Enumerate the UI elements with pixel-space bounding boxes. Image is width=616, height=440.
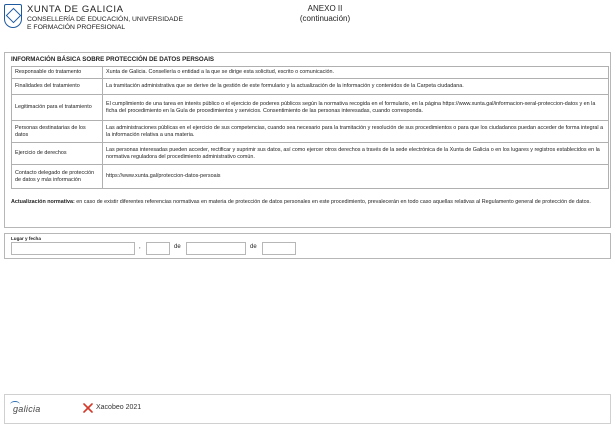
month-input[interactable] [186, 242, 246, 255]
table-row [12, 121, 609, 143]
document-header [0, 0, 616, 40]
row-text[interactable] [103, 165, 609, 189]
day-input[interactable] [146, 242, 170, 255]
table-row [12, 95, 609, 121]
regulatory-update-label: Actualización normativa: [11, 199, 75, 205]
xacobeo-logo: Xacobeo 2021 [96, 404, 142, 411]
row-label: Ejercicio de derechos [12, 143, 103, 165]
table-row [12, 165, 609, 189]
xunta-crest-icon [4, 4, 22, 28]
year-input[interactable] [262, 242, 296, 255]
place-date-label: Lugar y fecha [11, 236, 41, 241]
row-label: Contacto delegado de protección de datos y más información [12, 165, 103, 189]
data-protection-section [4, 52, 611, 228]
comma-separator: , [139, 244, 141, 250]
annex-subtitle: (continuación) [299, 14, 351, 23]
department-line-2: E FORMACIÓN PROFESIONAL [27, 23, 126, 31]
galicia-logo: galicia [13, 404, 41, 414]
table-row [12, 143, 609, 165]
data-protection-table [11, 66, 609, 189]
row-text: El cumplimiento de una tarea en interés público o el ejercicio de poderes públicos según la normativa recogida en el formulario, en la página https://www.xunta.gal/informacion-xeral-proteccion-datos y en la ficha del procedimiento en la Guía de procedimientos y servicios. Consentimiento de las personas interesadas, cuando corresponda. [103, 95, 609, 121]
annex-heading [265, 4, 385, 24]
de-separator-1: de [174, 244, 181, 250]
row-text: Xunta de Galicia. Consellería o entidad a la que se dirige esta solicitud, escrito o comunicación. [103, 67, 609, 79]
de-separator-2: de [250, 244, 257, 250]
regulatory-update-note [11, 199, 609, 206]
xacobeo-icon [83, 403, 93, 413]
table-row [12, 79, 609, 95]
department-line-1: CONSELLERÍA DE EDUCACIÓN, UNIVERSIDADE [27, 16, 183, 23]
row-label: Legitimación para el tratamiento [12, 95, 103, 121]
table-row [12, 67, 609, 79]
row-text: La tramitación administrativa que se derive de la gestión de este formulario y la actualización de la información y contenidos de la Carpeta ciudadana. [103, 79, 609, 95]
department-name [27, 16, 183, 31]
row-label: Personas destinatarias de los datos [12, 121, 103, 143]
brand-name: XUNTA DE GALICIA [27, 4, 124, 15]
row-text: Las personas interesadas pueden acceder, rectificar y suprimir sus datos, así como ejercer otros derechos a través de la sede electrónica de la Xunta de Galicia o en los lugares y registros establecidos en la normativa reguladora del procedimiento administrativo común. [103, 143, 609, 165]
annex-title: ANEXO II [307, 4, 343, 13]
contact-link[interactable]: https://www.xunta.gal/proteccion-datos-persoais [106, 173, 221, 180]
place-date-section [4, 233, 611, 259]
data-protection-title: INFORMACIÓN BÁSICA SOBRE PROTECCIÓN DE DATOS PERSOAIS [11, 56, 215, 63]
place-input[interactable] [11, 242, 135, 255]
row-label: Responsable do tratamento [12, 67, 103, 79]
footer-logos [4, 394, 611, 424]
regulatory-update-text: en caso de existir diferentes referencias normativas en materia de protección de datos personales en este procedimiento, prevalecerán en todo caso aquellas relativas al Regulamento general de protección de datos. [74, 199, 591, 205]
row-label: Finalidades del tratamiento [12, 79, 103, 95]
row-text: Las administraciones públicas en el ejercicio de sus competencias, cuando sea necesario para la tramitación y resolución de sus procedimientos o para que los ciudadanos puedan acceder de forma integral a la información relativa a una materia. [103, 121, 609, 143]
